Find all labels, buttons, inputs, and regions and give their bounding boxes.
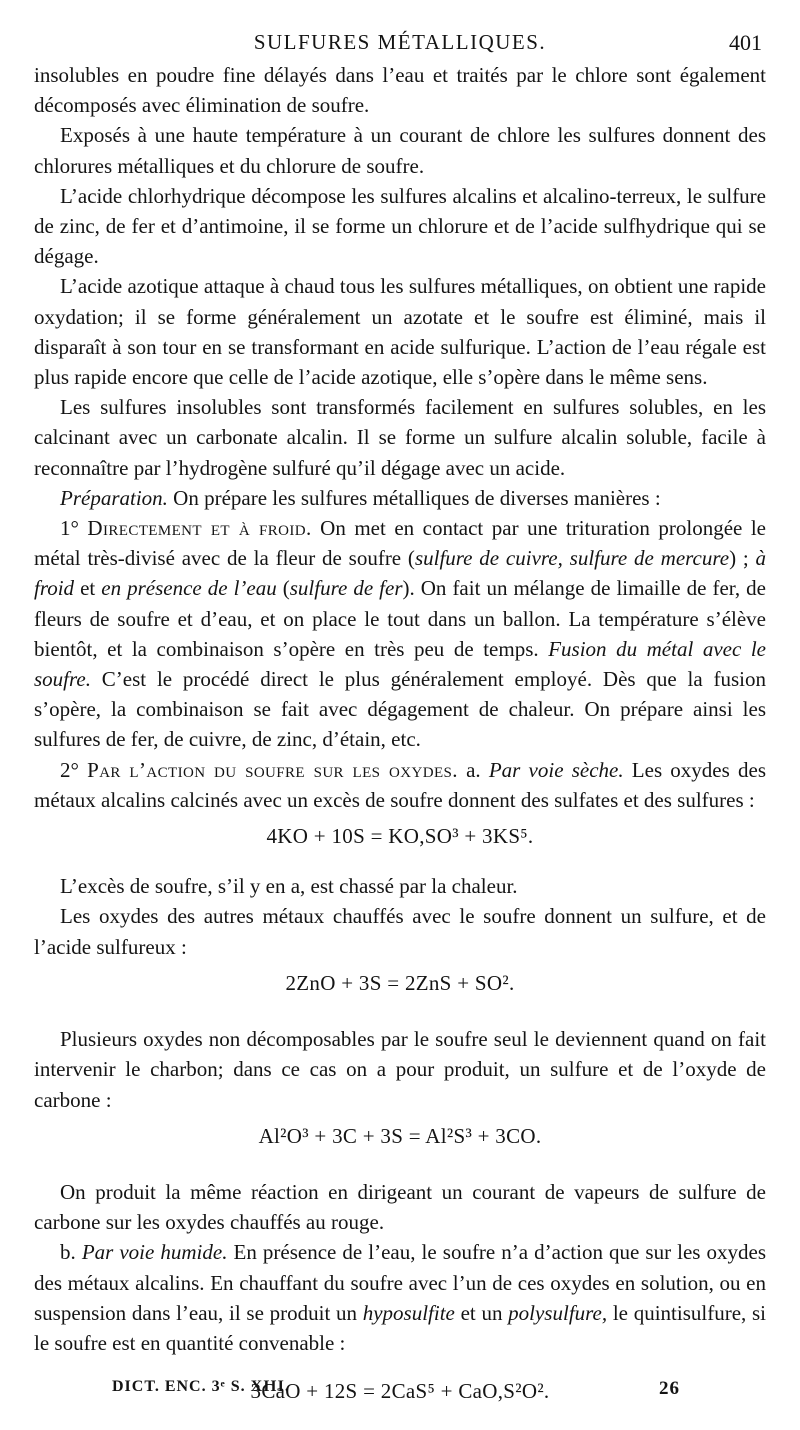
running-title: SULFURES MÉTALLIQUES. <box>253 30 547 54</box>
paragraph-acide-azotique: L’acide azotique attaque à chaud tous les sulfures métalliques, on obtient une rapide oxydation; il se forme généralement un azotate et le soufre est éliminé, mais il disparaît à son tour en se transformant en acide sulfurique. L’action de l’eau régale est plus rapide encore que celle de l’acide azotique, elle s’opère dans le même sens. <box>34 274 766 390</box>
signature-mark: DICT. ENC. 3ᵉ S. XIII. <box>112 1378 290 1395</box>
method-1-text-3: et <box>74 576 102 601</box>
method-1-number: 1° <box>60 516 79 541</box>
body-text <box>34 60 766 1406</box>
paragraph-continuation: insolubles en poudre fine délayés dans l’eau et traités par le chlore sont également décomposés avec élimination de soufre. <box>34 63 766 118</box>
method-2b-sub-label: Par voie humide. <box>81 1240 228 1265</box>
method-1-italic-4: sulfure de fer <box>289 576 403 601</box>
formula-zinc: 2ZnO + 3S = 2ZnS + SO². <box>285 970 515 995</box>
paragraph-chlore: Exposés à une haute température à un courant de chlore les sulfures donnent des chlorures métalliques et du chlorure de soufre. <box>34 123 766 178</box>
method-2b-text-2: et un <box>454 1300 509 1325</box>
page-footer <box>112 1378 680 1399</box>
paragraph-other-oxides: Les oxydes des autres métaux chauffés avec le soufre donnent un sulfure, et de l’acide sulfureux : <box>34 904 766 959</box>
formula-aluminium: Al²O³ + 3C + 3S = Al²S³ + 3CO. <box>258 1123 542 1148</box>
method-1-italic-5: Fusion du métal avec le soufre. <box>34 636 767 692</box>
method-2b-italic-2: polysulfure, <box>508 1300 608 1325</box>
method-2b-italic-1: hyposulfite <box>362 1300 455 1325</box>
method-2-number: 2° <box>60 757 79 782</box>
paragraph-excess: L’excès de soufre, s’il y en a, est chassé par la chaleur. <box>60 874 518 899</box>
method-1-text-1: On met en contact par une trituration prolongée le métal très-divisé avec de la fleur de soufre ( <box>34 516 766 571</box>
formula-potassium: 4KO + 10S = KO,SO³ + 3KS⁵. <box>266 824 534 849</box>
method-1-italic-3: en présence de l’eau <box>101 576 277 601</box>
preparation-label: Préparation. <box>60 485 168 510</box>
method-2b-sub: b. <box>60 1240 82 1265</box>
page-number: 401 <box>729 30 762 55</box>
method-1-text-2: ) ; <box>729 546 756 571</box>
paragraph-method-1 <box>34 513 766 755</box>
method-2-text: Les oxydes des métaux alcalins calcinés avec un excès de soufre donnent des sulfates et des sulfures : <box>34 757 766 812</box>
method-2-sub: a. <box>457 757 489 782</box>
preparation-text: On prépare les sulfures métalliques de diverses manières : <box>167 485 661 510</box>
method-2-heading: Par l’action du soufre sur les oxydes. <box>87 757 458 782</box>
paragraph-method-2b <box>34 1237 766 1358</box>
paragraph-non-decomposable: Plusieurs oxydes non décomposables par le soufre seul le deviennent quand on fait intervenir le charbon; dans ce cas on a pour produit, un sulfure et de l’oxyde de carbone : <box>34 1027 766 1112</box>
paragraph-method-2 <box>34 755 766 815</box>
paragraph-sulfures-insolubles: Les sulfures insolubles sont transformés facilement en sulfures solubles, en les calcinant avec un carbonate alcalin. Il se forme un sulfure alcalin soluble, facile à reconnaître par l’hydrogène sulfuré qu’il dégage avec un acide. <box>34 395 766 480</box>
method-1-heading: Directement et à froid. <box>87 516 312 541</box>
paragraph-preparation <box>34 483 766 513</box>
method-2b-text-3: le quintisulfure, si le soufre est en quantité convenable : <box>34 1300 766 1355</box>
method-1-text-5: ). On fait un mélange de limaille de fer, de fleurs de soufre et d’eau, et on place le tout dans un ballon. La température s’élève bientôt, et la combinaison s’opère en très peu de temps. <box>34 576 766 661</box>
method-2b-text-1: En présence de l’eau, le soufre n’a d’action que sur les oxydes des métaux alcalins. En chauffant du soufre avec l’un de ces oxydes en solution, ou en suspension dans l’eau, il se produit un <box>34 1240 766 1325</box>
paragraph-acide-chlorhydrique: L’acide chlorhydrique décompose les sulfures alcalins et alcalino-terreux, le sulfure de zinc, de fer et d’antimoine, il se forme un chlorure et de l’acide sulfhydrique qui se dégage. <box>34 183 766 269</box>
sheet-number: 26 <box>659 1378 680 1399</box>
method-1-italic-2: à froid <box>34 546 767 601</box>
method-1-italic-1: sulfure de cuivre, sulfure de mercure <box>414 546 730 571</box>
method-1-text-4: ( <box>276 576 290 601</box>
method-1-text-6: C’est le procédé direct le plus généralement employé. Dès que la fusion s’opère, la combinaison se fait avec dégagement de chaleur. On prépare ainsi les sulfures de fer, de cuivre, de zinc, d’étain, etc. <box>34 667 766 752</box>
method-2-sub-label: Par voie sèche. <box>488 757 624 782</box>
formula-calcium: 3CaO + 12S = 2CaS⁵ + CaO,S²O². <box>250 1379 550 1404</box>
running-head <box>34 0 766 55</box>
paragraph-same-reaction: On produit la même réaction en dirigeant un courant de vapeurs de sulfure de carbone sur les oxydes chauffés au rouge. <box>34 1179 766 1235</box>
